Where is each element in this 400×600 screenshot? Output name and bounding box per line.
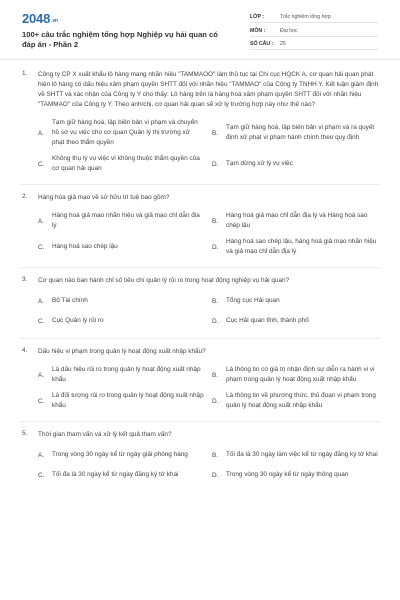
option-letter: C. xyxy=(38,397,45,405)
question-item xyxy=(0,276,400,331)
option-text: Trong vòng 30 ngày kể từ ngày thông quan xyxy=(226,471,349,478)
document-title: 100+ câu trắc nghiệm tổng hợp Nghiệp vụ hải quan có đáp án - Phần 2 xyxy=(22,30,218,49)
answer-option-c[interactable] xyxy=(38,234,210,260)
option-text: Tạm giữ hàng hoá, lập biên bản vi phạm và ra quyết định xử phạt vi phạm hành chính theo quy định xyxy=(226,124,375,141)
logo-tld: .vn xyxy=(51,18,58,24)
answer-option-d[interactable] xyxy=(212,388,384,414)
meta-value: Trắc nghiệm tổng hợp xyxy=(280,14,331,21)
answer-option-d[interactable] xyxy=(212,234,384,260)
answer-options xyxy=(38,115,380,177)
option-letter: B. xyxy=(212,297,219,305)
option-letter: A. xyxy=(38,371,45,379)
option-letter: D. xyxy=(212,471,219,479)
option-text: Tổng cục Hải quan xyxy=(226,297,280,304)
answer-options xyxy=(38,362,380,414)
option-letter: C. xyxy=(38,317,45,325)
answer-option-b[interactable] xyxy=(212,445,384,465)
option-text: Tạm dừng xử lý vụ việc xyxy=(226,160,293,167)
question-item xyxy=(0,430,400,485)
option-letter: C. xyxy=(38,243,45,251)
meta-row-class xyxy=(250,10,378,23)
question-text: Cơ quan nào ban hành chỉ số tiêu chí quản lý rủi ro trong hoạt động nghiệp vụ hải quan? xyxy=(38,277,290,284)
option-text: Là thông tin có giá trị nhận định sự diễn ra hành vi vi phạm trong quản lý hoạt động xuất nhập khẩu xyxy=(226,366,375,383)
logo-text: 2048 xyxy=(22,11,51,26)
option-letter: A. xyxy=(38,217,45,225)
question-text: Thời gian tham vấn và xử lý kết quả tham vấn? xyxy=(38,431,172,438)
question-item xyxy=(0,347,400,414)
meta-value: Đại học xyxy=(280,27,298,34)
option-text: Hàng hoá giả mạo chỉ dẫn địa lý và Hàng hoá sao chép lậu xyxy=(226,212,368,229)
question-divider xyxy=(20,184,380,185)
option-letter: D. xyxy=(212,160,219,168)
option-letter: D. xyxy=(212,243,219,251)
question-divider xyxy=(20,338,380,339)
option-text: Hàng hoá giả mạo nhãn hiệu và giả mạo chỉ dẫn địa lý xyxy=(52,212,200,229)
option-letter: C. xyxy=(38,160,45,168)
question-item xyxy=(0,193,400,260)
option-text: Không thụ lý vụ việc vì không thuộc thẩm quyền của cơ quan hải quan xyxy=(52,155,200,172)
answer-option-d[interactable] xyxy=(212,151,384,177)
answer-option-c[interactable] xyxy=(38,311,210,331)
meta-row-count xyxy=(250,37,378,50)
answer-option-a[interactable] xyxy=(38,208,210,234)
question-text: Hàng hóa giả mạo về sở hữu trí tuệ bao gồm? xyxy=(38,194,170,201)
option-letter: B. xyxy=(212,217,219,225)
meta-label: MÔN : xyxy=(250,27,266,34)
question-text: Công ty CP X xuất khẩu lô hàng mang nhãn hiệu "TAMMAOO" làm thủ tục tại Chi cục HQCK A, cơ quan hải quan phát hiện lô hàng có dấu hiệu xâm phạm quyền SHTT đối với nhãn hiệu "TAMMAO" của Công ty TNHH Y. Kết luận giám định về SHTT và xác nhận của Công ty Y cho thấy: Lô hàng trên là hàng hoá xâm phạm quyền SHTT đối với nhãn hiệu "TAMMAO" của Công ty Y. Theo anh/chị, cơ quan hải quan sẽ xử lý trường hợp này như thế nào? xyxy=(38,71,379,108)
question-divider xyxy=(20,421,380,422)
option-letter: A. xyxy=(38,129,45,137)
option-text: Là thông tin về phương thức, thủ đoạn vi phạm trong quản lý hoạt động xuất nhập khẩu xyxy=(226,392,376,409)
answer-option-a[interactable] xyxy=(38,291,210,311)
answer-option-a[interactable] xyxy=(38,115,210,151)
answer-options xyxy=(38,208,380,260)
question-list xyxy=(0,70,400,492)
option-letter: A. xyxy=(38,451,45,459)
meta-value: 25 xyxy=(280,40,286,47)
option-text: Tối đa là 30 ngày làm việc kể từ ngày đăng ký tờ khai xyxy=(226,451,378,458)
option-letter: D. xyxy=(212,317,219,325)
answer-option-a[interactable] xyxy=(38,445,210,465)
answer-option-d[interactable] xyxy=(212,311,384,331)
answer-option-c[interactable] xyxy=(38,151,210,177)
question-number: 4. xyxy=(22,347,28,354)
page-header xyxy=(0,0,400,60)
meta-label: SỐ CÂU : xyxy=(250,40,274,47)
question-number: 3. xyxy=(22,276,28,283)
question-number: 2. xyxy=(22,193,28,200)
answer-option-a[interactable] xyxy=(38,362,210,388)
option-text: Tối đa là 30 ngày kể từ ngày đăng ký tờ khai xyxy=(52,471,179,478)
option-text: Tạm giữ hàng hoá, lập biên bản vi phạm và chuyển hồ sơ vụ việc cho cơ quan Quản lý thị trường xử phạt theo thẩm quyền xyxy=(52,119,198,146)
meta-label: LỚP : xyxy=(250,14,265,21)
option-text: Là dấu hiệu rủi ro trong quản lý hoạt động xuất nhập khẩu xyxy=(52,366,201,383)
answer-options xyxy=(38,445,380,485)
question-number: 1. xyxy=(22,70,28,77)
question-number: 5. xyxy=(22,430,28,437)
option-text: Là đối tượng rủi ro trong quản lý hoạt động xuất nhập khẩu xyxy=(52,392,204,409)
answer-option-c[interactable] xyxy=(38,388,210,414)
answer-option-c[interactable] xyxy=(38,465,210,485)
answer-options xyxy=(38,291,380,331)
option-letter: A. xyxy=(38,297,45,305)
answer-option-b[interactable] xyxy=(212,291,384,311)
option-letter: B. xyxy=(212,371,219,379)
answer-option-b[interactable] xyxy=(212,208,384,234)
option-text: Cục Quản lý rủi ro xyxy=(52,317,104,324)
site-logo[interactable] xyxy=(22,11,58,26)
option-text: Bộ Tài chính xyxy=(52,297,88,304)
meta-row-subject xyxy=(250,23,378,36)
answer-option-b[interactable] xyxy=(212,115,384,151)
question-text: Dấu hiệu vi phạm trong quản lý hoạt động xuất nhập khẩu? xyxy=(38,348,206,355)
option-letter: D. xyxy=(212,397,219,405)
answer-option-d[interactable] xyxy=(212,465,384,485)
question-divider xyxy=(20,267,380,268)
option-letter: B. xyxy=(212,129,219,137)
option-letter: B. xyxy=(212,451,219,459)
option-text: Cục Hải quan tỉnh, thành phố xyxy=(226,317,309,324)
answer-option-b[interactable] xyxy=(212,362,384,388)
document-meta xyxy=(250,10,378,50)
option-text: Trong vòng 30 ngày kể từ ngày giải phóng hàng xyxy=(52,451,188,458)
option-text: Hàng hoá sao chép lậu, hàng hoá giả mạo nhãn hiệu và giả mạo chỉ dẫn địa lý xyxy=(226,238,377,255)
option-text: Hàng hoá sao chép lậu xyxy=(52,243,118,250)
question-item xyxy=(0,70,400,177)
option-letter: C. xyxy=(38,471,45,479)
